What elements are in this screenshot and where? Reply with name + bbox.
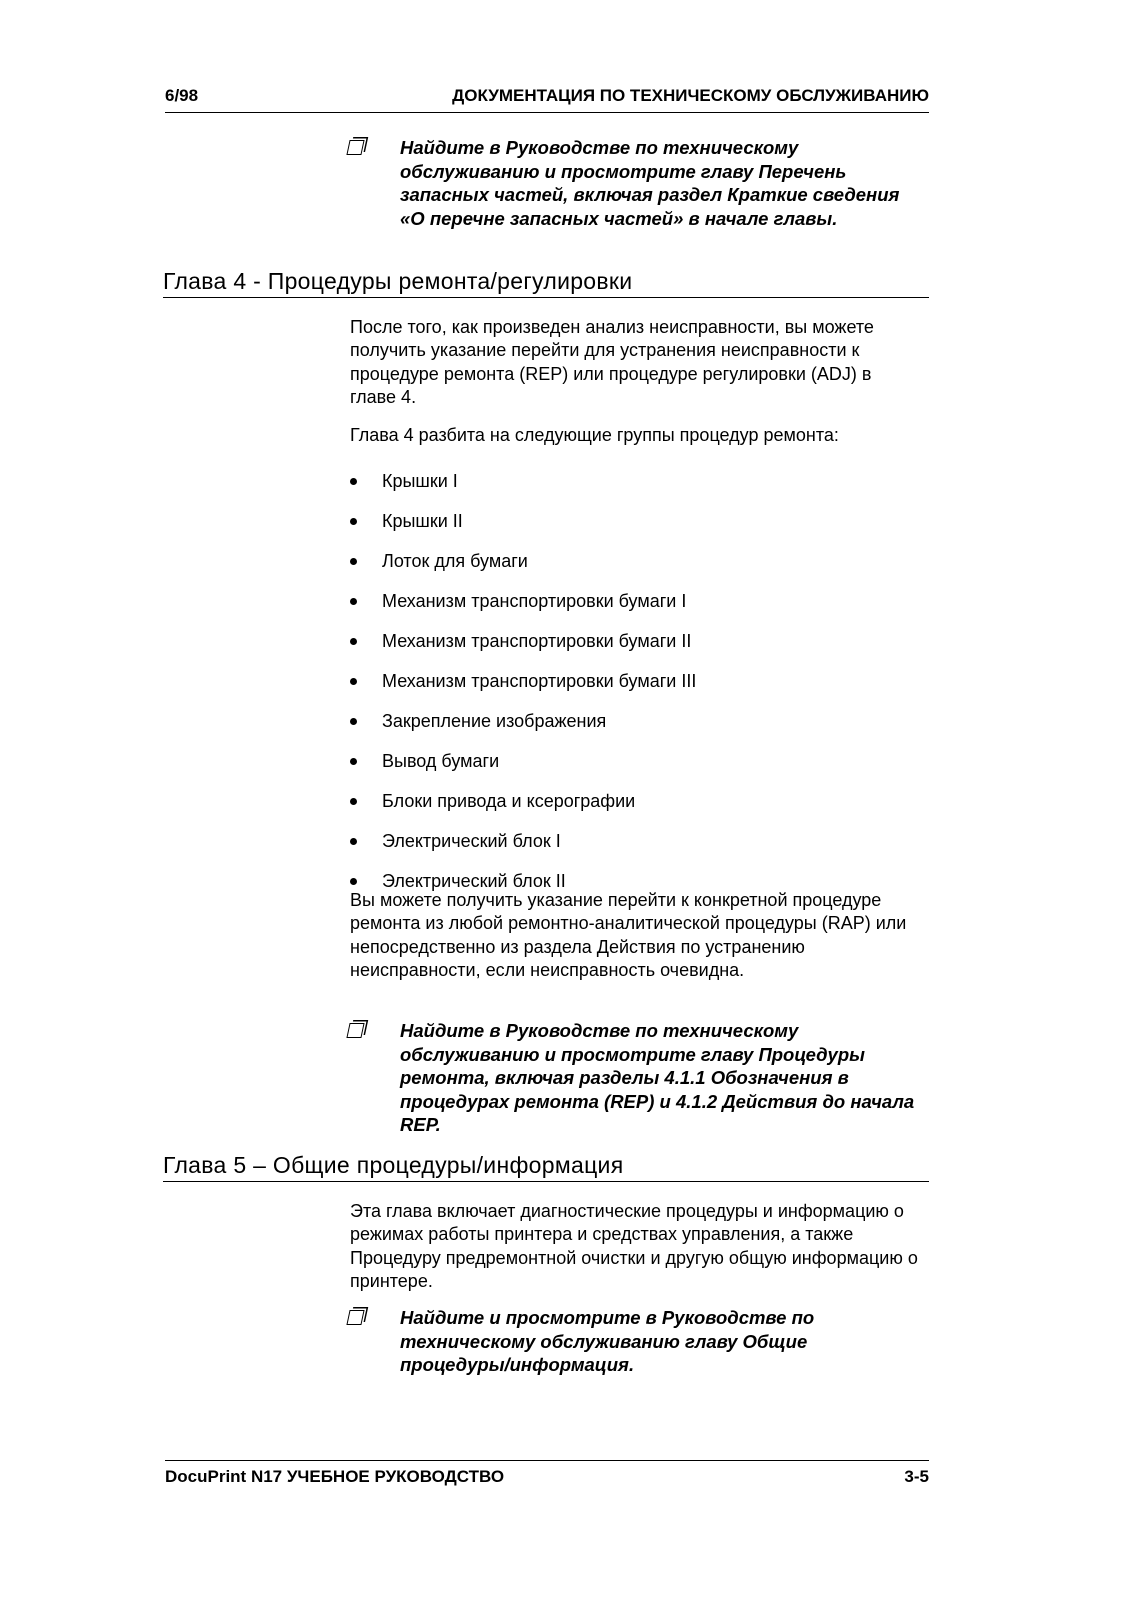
list-item-label: Лоток для бумаги xyxy=(382,551,528,571)
list-item xyxy=(350,470,920,510)
note-text: Найдите в Руководстве по техническому обслуживанию и просмотрите главу Процедуры ремонта, включая разделы 4.1.1 Обозначения в процедурах ремонта (REP) и 4.1.2 Действия до начала REP. xyxy=(400,1020,915,1135)
chapter-4-intro: После того, как произведен анализ неисправности, вы можете получить указание перейти для устранения неисправности к процедуре ремонта (REP) или процедуре регулировки (ADJ) в главе 4. xyxy=(350,317,874,407)
list-item xyxy=(350,510,920,550)
header-date: 6/98 xyxy=(165,86,199,105)
bullet-icon xyxy=(350,798,357,805)
list-item xyxy=(350,790,920,830)
bullet-icon xyxy=(350,478,357,485)
bullet-icon xyxy=(350,678,357,685)
list-item xyxy=(350,830,920,870)
page-number: 3-5 xyxy=(904,1467,929,1486)
chapter-4-heading: Глава 4 - Процедуры ремонта/регулировки xyxy=(163,268,929,298)
list-item xyxy=(350,630,920,670)
note-text: Найдите и просмотрите в Руководстве по техническому обслуживанию главу Общие процедуры/информация. xyxy=(400,1307,815,1375)
bullet-icon xyxy=(350,878,357,885)
list-item-label: Электрический блок I xyxy=(382,831,561,851)
checkbox-icon xyxy=(346,1023,364,1038)
list-item-label: Крышки II xyxy=(382,511,463,531)
chapter-5-heading: Глава 5 – Общие процедуры/информация xyxy=(163,1152,929,1182)
note-parts-list xyxy=(348,136,918,230)
bullet-icon xyxy=(350,758,357,765)
chapter-5-intro: Эта глава включает диагностические процедуры и информацию о режимах работы принтера и средствах управления, а также Процедуру предремонтной очистки и другую общую информацию о принтере. xyxy=(350,1201,918,1291)
chapter-4-groups-intro: Глава 4 разбита на следующие группы процедур ремонта: xyxy=(350,425,839,445)
header-title: ДОКУМЕНТАЦИЯ ПО ТЕХНИЧЕСКОМУ ОБСЛУЖИВАНИЮ xyxy=(452,86,929,105)
list-item xyxy=(350,710,920,750)
bullet-icon xyxy=(350,718,357,725)
list-item-label: Электрический блок II xyxy=(382,871,566,891)
list-item xyxy=(350,550,920,590)
list-item-label: Механизм транспортировки бумаги II xyxy=(382,631,692,651)
bullet-icon xyxy=(350,558,357,565)
page-header xyxy=(165,86,929,113)
list-item xyxy=(350,670,920,710)
bullet-icon xyxy=(350,838,357,845)
bullet-icon xyxy=(350,638,357,645)
bullet-icon xyxy=(350,518,357,525)
note-text: Найдите в Руководстве по техническому обслуживанию и просмотрите главу Перечень запасных частей, включая раздел Краткие сведения «О перечне запасных частей» в начале главы. xyxy=(400,137,900,229)
list-item-label: Вывод бумаги xyxy=(382,751,500,771)
list-item-label: Механизм транспортировки бумаги I xyxy=(382,591,687,611)
bullet-icon xyxy=(350,598,357,605)
chapter-4-outro: Вы можете получить указание перейти к конкретной процедуре ремонта из любой ремонтно-аналитической процедуры (RAP) или непосредственно из раздела Действия по устранению неисправности, если неисправность очевидна. xyxy=(350,890,907,980)
list-item-label: Крышки I xyxy=(382,471,458,491)
list-item-label: Закрепление изображения xyxy=(382,711,607,731)
note-general-procedures xyxy=(348,1306,918,1377)
list-item xyxy=(350,590,920,630)
list-item-label: Блоки привода и ксерографии xyxy=(382,791,636,811)
checkbox-icon xyxy=(346,140,364,155)
list-item-label: Механизм транспортировки бумаги III xyxy=(382,671,697,691)
checkbox-icon xyxy=(346,1310,364,1325)
repair-groups-list xyxy=(350,470,920,910)
list-item xyxy=(350,750,920,790)
footer-title: DocuPrint N17 УЧЕБНОЕ РУКОВОДСТВО xyxy=(165,1467,505,1486)
note-repair-procedures xyxy=(348,1019,918,1137)
page-footer xyxy=(165,1460,929,1491)
